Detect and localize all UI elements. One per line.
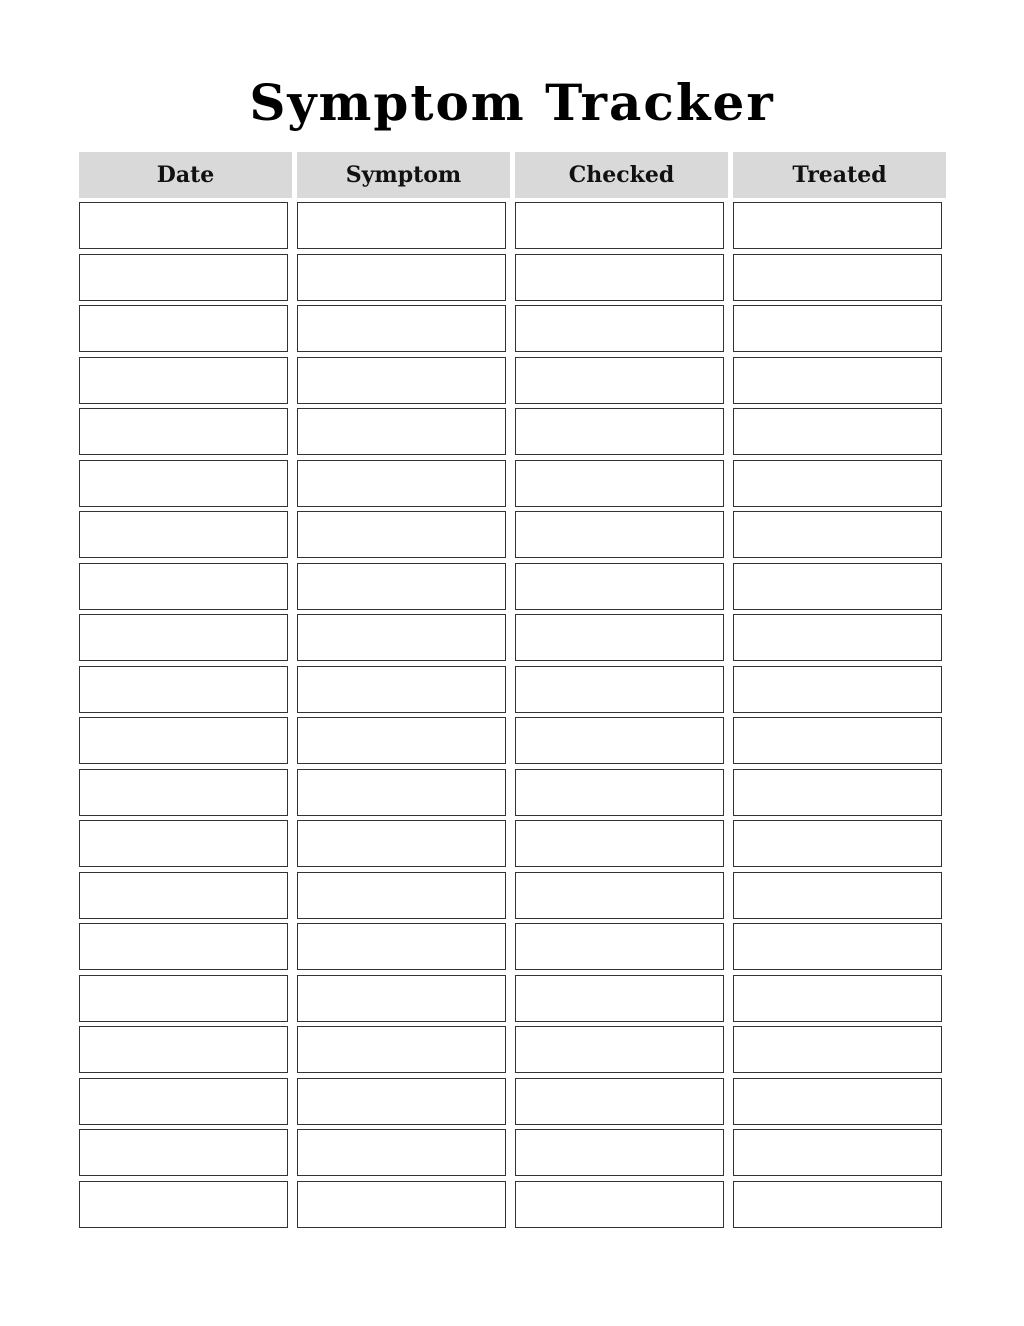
cell-symptom[interactable] xyxy=(297,511,506,558)
cell-date[interactable] xyxy=(79,666,288,713)
cell-symptom[interactable] xyxy=(297,1181,506,1228)
cell-checked[interactable] xyxy=(515,717,724,764)
cell-symptom[interactable] xyxy=(297,769,506,816)
cell-date[interactable] xyxy=(79,1026,288,1073)
cell-date[interactable] xyxy=(79,202,288,249)
cell-symptom[interactable] xyxy=(297,1129,506,1176)
cell-date[interactable] xyxy=(79,769,288,816)
cell-checked[interactable] xyxy=(515,614,724,661)
cell-treated[interactable] xyxy=(733,769,942,816)
cell-checked[interactable] xyxy=(515,1026,724,1073)
cell-date[interactable] xyxy=(79,1078,288,1125)
cell-symptom[interactable] xyxy=(297,923,506,970)
cell-checked[interactable] xyxy=(515,1181,724,1228)
cell-date[interactable] xyxy=(79,872,288,919)
cell-date[interactable] xyxy=(79,460,288,507)
cell-checked[interactable] xyxy=(515,563,724,610)
cell-checked[interactable] xyxy=(515,769,724,816)
column-header-checked: Checked xyxy=(515,152,728,198)
cell-symptom[interactable] xyxy=(297,717,506,764)
cell-symptom[interactable] xyxy=(297,1078,506,1125)
cell-date[interactable] xyxy=(79,923,288,970)
cell-checked[interactable] xyxy=(515,305,724,352)
cell-date[interactable] xyxy=(79,305,288,352)
cell-checked[interactable] xyxy=(515,357,724,404)
page-title: Symptom Tracker xyxy=(249,73,775,132)
cell-date[interactable] xyxy=(79,357,288,404)
cell-treated[interactable] xyxy=(733,511,942,558)
column-header-treated: Treated xyxy=(733,152,946,198)
cell-symptom[interactable] xyxy=(297,202,506,249)
cell-treated[interactable] xyxy=(733,305,942,352)
cell-treated[interactable] xyxy=(733,1181,942,1228)
cell-checked[interactable] xyxy=(515,202,724,249)
cell-symptom[interactable] xyxy=(297,408,506,455)
cell-treated[interactable] xyxy=(733,614,942,661)
cell-checked[interactable] xyxy=(515,923,724,970)
cell-checked[interactable] xyxy=(515,666,724,713)
cell-treated[interactable] xyxy=(733,254,942,301)
cell-treated[interactable] xyxy=(733,666,942,713)
cell-date[interactable] xyxy=(79,717,288,764)
cell-checked[interactable] xyxy=(515,254,724,301)
cell-checked[interactable] xyxy=(515,975,724,1022)
cell-date[interactable] xyxy=(79,975,288,1022)
cell-symptom[interactable] xyxy=(297,357,506,404)
cell-checked[interactable] xyxy=(515,1078,724,1125)
cell-checked[interactable] xyxy=(515,408,724,455)
cell-symptom[interactable] xyxy=(297,563,506,610)
cell-symptom[interactable] xyxy=(297,975,506,1022)
cell-checked[interactable] xyxy=(515,511,724,558)
cell-symptom[interactable] xyxy=(297,820,506,867)
cell-treated[interactable] xyxy=(733,820,942,867)
cell-treated[interactable] xyxy=(733,202,942,249)
cell-date[interactable] xyxy=(79,820,288,867)
cell-date[interactable] xyxy=(79,563,288,610)
cell-checked[interactable] xyxy=(515,1129,724,1176)
cell-symptom[interactable] xyxy=(297,666,506,713)
cell-date[interactable] xyxy=(79,511,288,558)
cell-treated[interactable] xyxy=(733,408,942,455)
column-header-date: Date xyxy=(79,152,292,198)
cell-treated[interactable] xyxy=(733,872,942,919)
cell-treated[interactable] xyxy=(733,975,942,1022)
cell-date[interactable] xyxy=(79,408,288,455)
cell-symptom[interactable] xyxy=(297,460,506,507)
cell-date[interactable] xyxy=(79,1129,288,1176)
cell-date[interactable] xyxy=(79,614,288,661)
cell-checked[interactable] xyxy=(515,460,724,507)
cell-symptom[interactable] xyxy=(297,305,506,352)
column-header-symptom: Symptom xyxy=(297,152,510,198)
cell-symptom[interactable] xyxy=(297,254,506,301)
cell-treated[interactable] xyxy=(733,717,942,764)
cell-date[interactable] xyxy=(79,254,288,301)
cell-treated[interactable] xyxy=(733,460,942,507)
cell-treated[interactable] xyxy=(733,1129,942,1176)
cell-treated[interactable] xyxy=(733,923,942,970)
cell-symptom[interactable] xyxy=(297,614,506,661)
cell-date[interactable] xyxy=(79,1181,288,1228)
cell-treated[interactable] xyxy=(733,1078,942,1125)
cell-treated[interactable] xyxy=(733,563,942,610)
cell-checked[interactable] xyxy=(515,872,724,919)
cell-treated[interactable] xyxy=(733,357,942,404)
cell-symptom[interactable] xyxy=(297,872,506,919)
cell-treated[interactable] xyxy=(733,1026,942,1073)
cell-symptom[interactable] xyxy=(297,1026,506,1073)
cell-checked[interactable] xyxy=(515,820,724,867)
